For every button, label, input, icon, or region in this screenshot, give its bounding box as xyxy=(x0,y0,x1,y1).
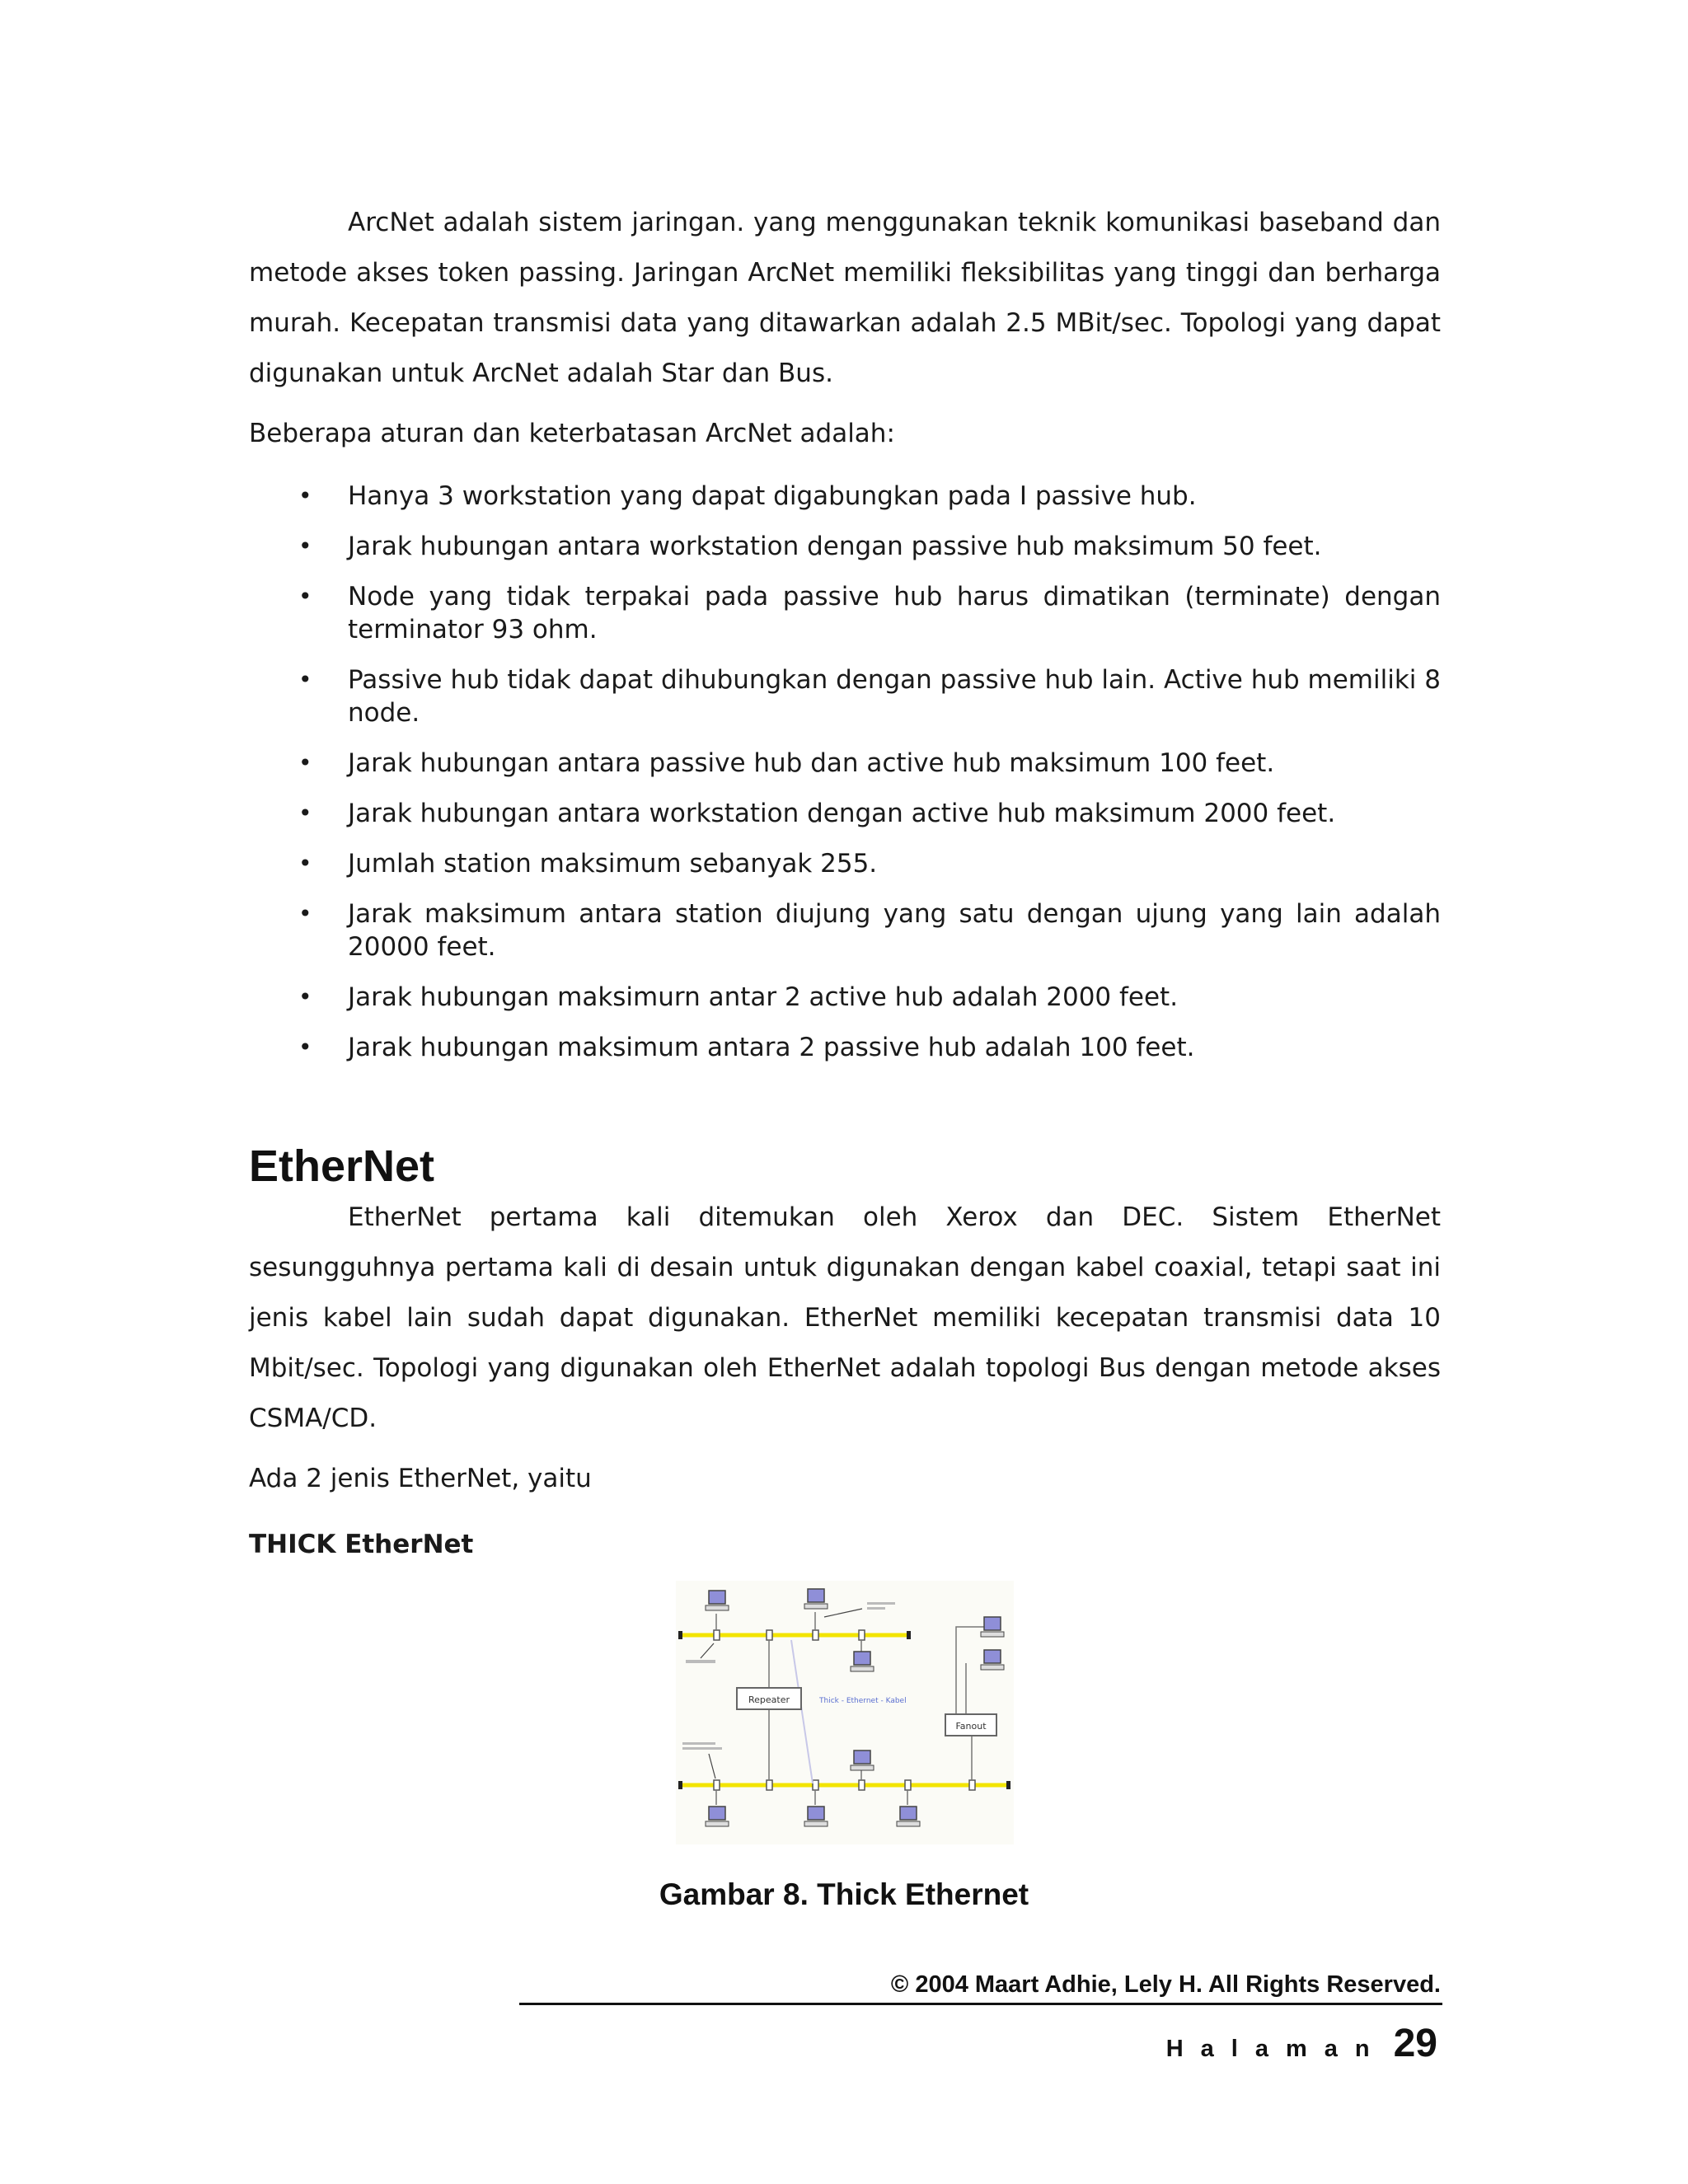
transceiver-icon xyxy=(813,1630,818,1640)
thick-ethernet-diagram xyxy=(676,1581,1014,1844)
footer-copyright: © 2004 Maart Adhie, Lely H. All Rights Reserved. xyxy=(890,1971,1441,1998)
bullet-icon: • xyxy=(298,900,312,927)
thick-cable-line xyxy=(791,1640,813,1783)
bullet-icon: • xyxy=(298,1033,312,1061)
thick-cable-label: Thick - Ethernet - Kabel xyxy=(819,1697,907,1705)
workstation-icon xyxy=(804,1807,828,1826)
arcnet-rule-item xyxy=(249,580,1441,646)
footer-page-value: 29 xyxy=(1393,2022,1437,2065)
workstation-icon xyxy=(851,1652,874,1671)
arcnet-rule-item xyxy=(249,1031,1441,1064)
ethernet-types-intro: Ada 2 jenis EtherNet, yaitu xyxy=(249,1464,592,1493)
arcnet-rule-text: Jarak hubungan antara passive hub dan active hub maksimum 100 feet. xyxy=(348,748,1275,778)
arcnet-rule-text: Jarak hubungan antara workstation dengan active hub maksimum 2000 feet. xyxy=(348,799,1336,828)
workstation-icon xyxy=(851,1750,874,1770)
arcnet-rule-item xyxy=(249,530,1441,563)
arcnet-rule-text: Node yang tidak terpakai pada passive hub harus dimatikan (terminate) dengan terminator 93 ohm. xyxy=(348,582,1441,644)
arcnet-rule-item xyxy=(249,847,1441,880)
terminator-icon xyxy=(678,1631,682,1639)
transceiver-icon xyxy=(714,1780,720,1790)
terminator-icon xyxy=(1006,1781,1010,1789)
arcnet-rule-text: Jarak hubungan maksimum antara 2 passive hub adalah 100 feet. xyxy=(348,1033,1195,1062)
arcnet-rules-list xyxy=(249,480,1441,1064)
workstation-icon xyxy=(706,1807,729,1826)
terminator-icon xyxy=(678,1781,682,1789)
arcnet-rule-text: Jumlah station maksimum sebanyak 255. xyxy=(348,849,878,879)
arcnet-rules-intro: Beberapa aturan dan keterbatasan ArcNet adalah: xyxy=(249,419,895,448)
workstation-icon xyxy=(981,1617,1004,1637)
arcnet-rule-text: Hanya 3 workstation yang dapat digabungkan pada I passive hub. xyxy=(348,481,1197,511)
transceiver-icon xyxy=(859,1630,865,1640)
ethernet-intro-paragraph: EtherNet pertama kali ditemukan oleh Xerox dan DEC. Sistem EtherNet sesungguhnya pertama kali di desain untuk digunakan dengan kabel coaxial, tetapi saat ini jenis kabel lain sudah dapat digunakan. EtherNet memiliki kecepatan transmisi data 10 Mbit/sec. Topologi yang digunakan oleh EtherNet adalah topologi Bus dengan metode akses CSMA/CD. xyxy=(249,1202,1441,1433)
footer-page-label: Halaman xyxy=(1165,2036,1387,2062)
terminator-icon xyxy=(907,1631,911,1639)
arcnet-rule-item xyxy=(249,898,1441,963)
arcnet-rule-item xyxy=(249,797,1441,830)
bullet-icon: • xyxy=(298,983,312,1010)
transceiver-icon xyxy=(969,1780,975,1790)
transceiver-icon xyxy=(767,1780,772,1790)
transceiver-icon xyxy=(859,1780,865,1790)
arcnet-rule-text: Jarak hubungan maksimurn antar 2 active hub adalah 2000 feet. xyxy=(348,982,1179,1012)
arcnet-rule-item xyxy=(249,480,1441,513)
transceiver-icon xyxy=(767,1630,772,1640)
ethernet-heading: EtherNet xyxy=(249,1141,435,1191)
bullet-icon: • xyxy=(298,749,312,776)
network-diagram-svg xyxy=(676,1581,1014,1844)
repeater-label: Repeater xyxy=(748,1694,790,1705)
footer-divider xyxy=(519,2003,1442,2005)
footer-page-number xyxy=(1166,2021,1437,2066)
bullet-icon: • xyxy=(298,532,312,560)
figure-caption: Gambar 8. Thick Ethernet xyxy=(659,1877,1029,1911)
bullet-icon: • xyxy=(298,799,312,827)
arcnet-rule-item xyxy=(249,747,1441,780)
page-content xyxy=(249,198,1441,1561)
workstation-icon xyxy=(706,1591,729,1610)
thick-ethernet-heading: THICK EtherNet xyxy=(249,1530,474,1559)
bullet-icon: • xyxy=(298,583,312,610)
bullet-icon: • xyxy=(298,666,312,693)
arcnet-rule-item xyxy=(249,981,1441,1014)
arcnet-intro-paragraph: ArcNet adalah sistem jaringan. yang menggunakan teknik komunikasi baseband dan metode akses token passing. Jaringan ArcNet memiliki fleksibilitas yang tinggi dan berharga murah. Kecepatan transmisi data yang ditawarkan adalah 2.5 MBit/sec. Topologi yang dapat digunakan untuk ArcNet adalah Star dan Bus. xyxy=(249,208,1441,388)
arcnet-rule-text: Jarak maksimum antara station diujung yang satu dengan ujung yang lain adalah 20000 feet. xyxy=(348,899,1441,962)
transceiver-icon xyxy=(813,1780,818,1790)
arcnet-rule-text: Jarak hubungan antara workstation dengan passive hub maksimum 50 feet. xyxy=(348,532,1322,561)
fanout-label: Fanout xyxy=(955,1721,987,1732)
transceiver-icon xyxy=(714,1630,720,1640)
transceiver-icon xyxy=(905,1780,911,1790)
workstation-icon xyxy=(804,1589,828,1609)
bullet-icon: • xyxy=(298,850,312,877)
arcnet-rule-item xyxy=(249,663,1441,729)
arcnet-rule-text: Passive hub tidak dapat dihubungkan dengan passive hub lain. Active hub memiliki 8 node. xyxy=(348,665,1441,728)
bullet-icon: • xyxy=(298,482,312,509)
workstation-icon xyxy=(897,1807,920,1826)
workstation-icon xyxy=(981,1650,1004,1670)
